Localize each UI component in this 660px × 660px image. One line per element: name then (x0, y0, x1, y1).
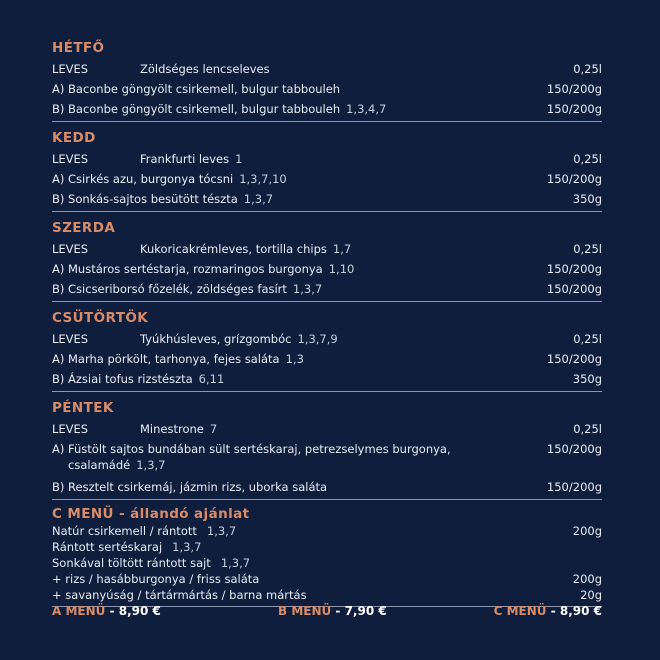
dish-text: A) Füstölt sajtos bundában sült sertéskaraj, petrezselymes burgonya, (52, 442, 451, 456)
day-title: KEDD (52, 130, 96, 146)
menu-a-row (52, 171, 602, 187)
amount: 150/200g (546, 172, 602, 186)
amount: 200g (572, 572, 602, 586)
soup-dish: Kukoricakrémleves, tortilla chips (140, 242, 327, 256)
c-menu-item (52, 555, 602, 571)
allergens: 1,3,7 (243, 192, 274, 206)
amount: 350g (572, 192, 602, 206)
amount: 0,25l (573, 422, 602, 436)
allergens: 1,3,4,7 (346, 102, 387, 116)
soup-dish: Zöldséges lencseleves (140, 62, 270, 76)
c-menu-section (52, 506, 602, 603)
day-thursday (52, 308, 602, 387)
day-monday (52, 38, 602, 117)
dish-text: A) Csirkés azu, burgonya tócsni (52, 172, 234, 186)
allergens: 1,3,7 (220, 556, 251, 570)
dish-text: B) Baconbe göngyölt csirkemell, bulgur tabbouleh (52, 102, 341, 116)
price-footer (52, 604, 602, 622)
price-b (278, 604, 387, 618)
divider (52, 301, 602, 302)
soup-dish: Minestrone (140, 422, 204, 436)
allergens: 6,11 (198, 372, 225, 386)
dish-text: B) Resztelt csirkemáj, jázmin rizs, uborka saláta (52, 480, 328, 494)
menu-c-name: C MENÜ (493, 604, 547, 618)
divider (52, 121, 602, 122)
menu-a-row (52, 441, 602, 473)
soup-row (52, 331, 602, 347)
menu-a-row (52, 261, 602, 277)
day-friday (52, 398, 602, 495)
soup-dish: Frankfurti leves (140, 152, 230, 166)
dish-text: B) Csicseriborsó főzelék, zöldséges fasírt (52, 282, 287, 296)
dish-text: + savanyúság / tártármártás / barna mártás (52, 588, 307, 602)
allergens: 1,3,7 (136, 458, 166, 472)
dish-text: A) Baconbe göngyölt csirkemell, bulgur tabbouleh (52, 82, 341, 96)
amount: 150/200g (546, 102, 602, 116)
amount: 0,25l (573, 242, 602, 256)
dish-text-continued: csalamádé (68, 458, 131, 472)
amount: 150/200g (546, 282, 602, 296)
soup-dish: Tyúkhúsleves, grízgombóc (140, 332, 292, 346)
menu-c-price: - 8,90 € (546, 604, 602, 618)
price-a (52, 604, 161, 618)
allergens: 1,3,7,9 (297, 332, 338, 346)
soup-row (52, 241, 602, 257)
soup-label: LEVES (52, 332, 89, 346)
day-wednesday (52, 218, 602, 297)
allergens: 1,10 (328, 262, 355, 276)
amount: 200g (572, 524, 602, 538)
menu-b-row (52, 371, 602, 387)
amount: 150/200g (546, 480, 602, 494)
amount: 0,25l (573, 152, 602, 166)
dish-text: A) Marha pörkölt, tarhonya, fejes saláta (52, 352, 280, 366)
menu-b-price: - 7,90 € (331, 604, 387, 618)
menu-a-price: - 8,90 € (105, 604, 161, 618)
c-menu-item (52, 587, 602, 603)
menu-b-row (52, 281, 602, 297)
menu-b-name: B MENÜ (278, 604, 332, 618)
amount: 20g (580, 588, 602, 602)
allergens: 1,3,7,10 (239, 172, 287, 186)
amount: 350g (572, 372, 602, 386)
soup-row (52, 61, 602, 77)
menu-a-row (52, 351, 602, 367)
day-title: CSÜTÖRTÖK (52, 310, 149, 326)
c-menu-title: C MENÜ - állandó ajánlat (52, 506, 250, 522)
divider (52, 211, 602, 212)
allergens: 1,3,7 (292, 282, 323, 296)
allergens: 1 (235, 152, 243, 166)
c-menu-item (52, 539, 602, 555)
menu-a-name: A MENÜ (52, 604, 106, 618)
dish-text: Rántott sertéskaraj (52, 540, 163, 554)
c-menu-item (52, 571, 602, 587)
soup-label: LEVES (52, 152, 89, 166)
day-tuesday (52, 128, 602, 207)
amount: 150/200g (546, 442, 602, 456)
amount: 150/200g (546, 82, 602, 96)
soup-row (52, 421, 602, 437)
menu-b-row (52, 101, 602, 117)
dish-text: B) Ázsiai tofus rizstészta (52, 372, 193, 386)
dish-text: Natúr csirkemell / rántott (52, 524, 197, 538)
soup-label: LEVES (52, 422, 89, 436)
dish-text: Sonkával töltött rántott sajt (52, 556, 211, 570)
c-menu-item (52, 523, 602, 539)
menu-a-row (52, 81, 602, 97)
amount: 150/200g (546, 262, 602, 276)
divider (52, 391, 602, 392)
amount: 150/200g (546, 352, 602, 366)
soup-label: LEVES (52, 242, 89, 256)
dish-text: + rizs / hasábburgonya / friss saláta (52, 572, 260, 586)
soup-row (52, 151, 602, 167)
day-title: PÉNTEK (52, 400, 114, 416)
menu-b-row (52, 191, 602, 207)
weekly-menu (52, 38, 602, 607)
dish-text: B) Sonkás-sajtos besütött tészta (52, 192, 238, 206)
day-title: HÉTFŐ (52, 40, 105, 56)
day-title: SZERDA (52, 220, 116, 236)
allergens: 1,7 (332, 242, 352, 256)
amount: 0,25l (573, 332, 602, 346)
amount: 0,25l (573, 62, 602, 76)
dish-text: A) Mustáros sertéstarja, rozmaringos burgonya (52, 262, 323, 276)
menu-b-row (52, 479, 602, 495)
allergens: 7 (209, 422, 218, 436)
allergens: 1,3 (285, 352, 304, 366)
soup-label: LEVES (52, 62, 89, 76)
allergens: 1,3,7 (206, 524, 237, 538)
divider (52, 499, 602, 500)
allergens: 1,3,7 (172, 540, 202, 554)
price-c (494, 604, 602, 618)
